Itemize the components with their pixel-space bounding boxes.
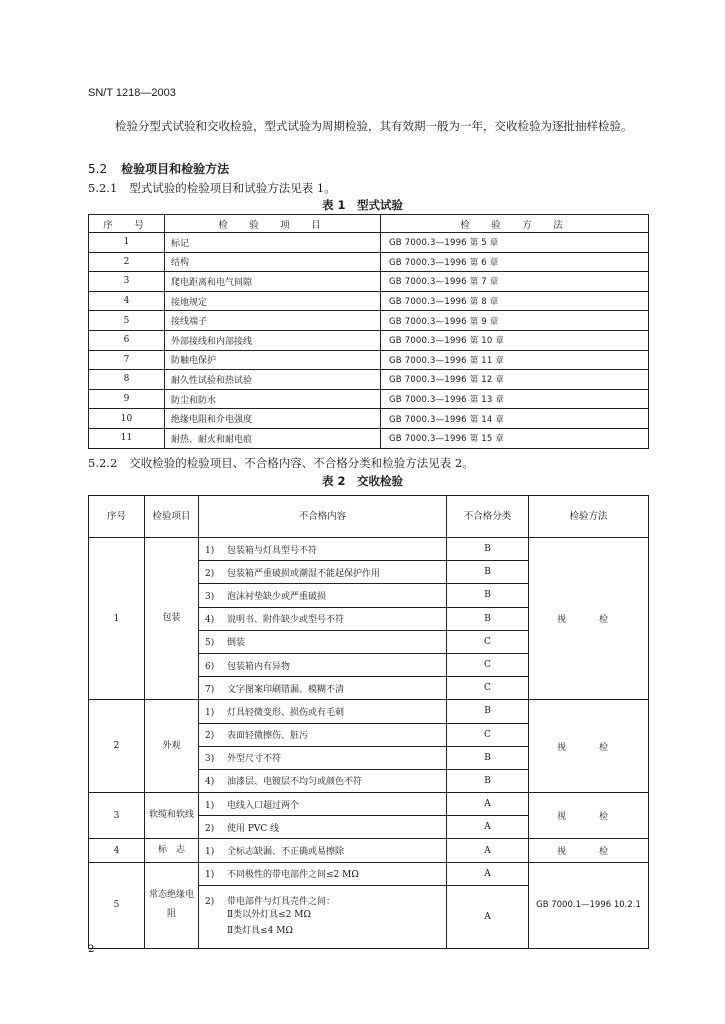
row-number: 5 <box>89 311 165 331</box>
row-item: 爬电距离和电气间隙 <box>165 272 381 292</box>
defect-text: 倒装 <box>227 638 246 649</box>
group-number: 3 <box>89 793 145 839</box>
group-number: 2 <box>89 700 145 793</box>
defect-content <box>199 538 447 561</box>
table-row <box>89 291 649 311</box>
defect-index: 3) <box>205 591 215 602</box>
defect-class: B <box>447 584 529 607</box>
defect-text: 油漆层、电镀层不均匀或颜色不符 <box>227 777 363 788</box>
group-number: 1 <box>89 538 145 700</box>
defect-index: 1) <box>205 800 215 811</box>
defect-text: 电线入口超过两个 <box>227 800 300 811</box>
defect-class: B <box>447 561 529 584</box>
section-5-2-1 <box>88 180 336 196</box>
defect-class: B <box>447 700 529 723</box>
defect-text: 表面轻微擦伤、脏污 <box>227 731 309 742</box>
row-item: 防触电保护 <box>165 350 381 370</box>
defect-index: 2) <box>205 897 215 908</box>
standard-number: SN/T 1218—2003 <box>88 87 176 99</box>
section-number: 5.2.2 <box>88 456 118 470</box>
table-header-row <box>89 215 649 233</box>
defect-content <box>199 630 447 653</box>
table-row <box>89 330 649 350</box>
row-method: GB 7000.3—1996 第 11 章 <box>381 350 649 370</box>
col-header-no: 序号 <box>89 496 145 538</box>
defect-text: 泡沫衬垫缺少或严重破损 <box>227 591 327 602</box>
row-item: 结构 <box>165 252 381 272</box>
col-header-content: 不合格内容 <box>199 496 447 538</box>
defect-class: B <box>447 607 529 630</box>
row-method: GB 7000.3—1996 第 14 章 <box>381 409 649 429</box>
row-number: 1 <box>89 233 165 253</box>
defect-class: B <box>447 538 529 561</box>
row-method: GB 7000.3—1996 第 10 章 <box>381 330 649 350</box>
defect-class: C <box>447 653 529 676</box>
group-item: 标 志 <box>145 839 199 862</box>
defect-class: C <box>447 630 529 653</box>
defect-class: C <box>447 677 529 700</box>
defect-content <box>199 561 447 584</box>
defect-content <box>199 885 447 948</box>
defect-index: 5) <box>205 638 215 649</box>
defect-content <box>199 700 447 723</box>
defect-index: 1) <box>205 707 215 718</box>
col-header-item: 检 验 项 目 <box>165 215 381 233</box>
row-number: 3 <box>89 272 165 292</box>
defect-index: 4) <box>205 615 215 626</box>
col-header-item: 检验项目 <box>145 496 199 538</box>
row-method: GB 7000.3—1996 第 15 章 <box>381 428 649 448</box>
defect-text: 包装箱内有异物 <box>227 661 291 672</box>
row-item: 绝缘电阻和介电强度 <box>165 409 381 429</box>
section-text: 型式试验的检验项目和试验方法见表 1。 <box>129 181 336 195</box>
table-row <box>89 839 649 862</box>
row-item: 防尘和防水 <box>165 389 381 409</box>
group-item: 常态绝缘电阻 <box>145 862 199 948</box>
table-row <box>89 700 649 723</box>
section-5-2-2 <box>88 455 474 471</box>
table-header-row <box>89 496 649 538</box>
defect-content <box>199 793 447 816</box>
col-header-class: 不合格分类 <box>447 496 529 538</box>
defect-index: 2) <box>205 731 215 742</box>
section-title: 检验项目和检验方法 <box>121 162 230 176</box>
defect-class: C <box>447 723 529 746</box>
col-header-no: 序 号 <box>89 215 165 233</box>
table-row <box>89 350 649 370</box>
defect-content <box>199 584 447 607</box>
defect-index: 4) <box>205 777 215 788</box>
table-row <box>89 428 649 448</box>
defect-text: 包装箱严重破损或潮湿不能起保护作用 <box>227 568 381 579</box>
row-method: GB 7000.3—1996 第 7 章 <box>381 272 649 292</box>
defect-index: 2) <box>205 823 215 834</box>
group-item: 外观 <box>145 700 199 793</box>
defect-text: 包装箱与灯具型号不符 <box>227 545 318 556</box>
group-number: 5 <box>89 862 145 948</box>
col-header-method: 检 验 方 法 <box>381 215 649 233</box>
defect-index: 6) <box>205 661 215 672</box>
table-row <box>89 252 649 272</box>
defect-content <box>199 723 447 746</box>
defect-content <box>199 839 447 862</box>
defect-text: 说明书、附件缺少或型号不符 <box>227 615 345 626</box>
group-method: 视 检 <box>529 700 649 793</box>
defect-content <box>199 769 447 792</box>
defect-content <box>199 653 447 676</box>
defect-class: A <box>447 816 529 839</box>
table-row <box>89 233 649 253</box>
defect-class: A <box>447 839 529 862</box>
row-method: GB 7000.3—1996 第 8 章 <box>381 291 649 311</box>
table-row <box>89 311 649 331</box>
row-method: GB 7000.3—1996 第 12 章 <box>381 370 649 390</box>
row-method: GB 7000.3—1996 第 13 章 <box>381 389 649 409</box>
defect-text: 灯具轻微变形、损伤或有毛刺 <box>227 707 345 718</box>
defect-class: B <box>447 746 529 769</box>
table-row <box>89 862 649 885</box>
group-method: 视 检 <box>529 538 649 700</box>
table-row <box>89 389 649 409</box>
row-item: 接地规定 <box>165 291 381 311</box>
defect-text: 外型尺寸不符 <box>227 754 282 765</box>
group-method: 视 检 <box>529 793 649 839</box>
defect-index: 1) <box>205 847 215 858</box>
table-row <box>89 370 649 390</box>
page-number: 2 <box>88 944 95 955</box>
row-method: GB 7000.3—1996 第 6 章 <box>381 252 649 272</box>
row-item: 耐热、耐火和耐电痕 <box>165 428 381 448</box>
table2-caption: 表 2 交收检验 <box>321 474 403 488</box>
defect-text-line2: Ⅱ类以外灯具≤2 MΩ <box>227 910 311 921</box>
table-1 <box>88 214 649 449</box>
defect-index: 3) <box>205 754 215 765</box>
defect-content <box>199 816 447 839</box>
defect-content <box>199 746 447 769</box>
group-item: 软缆和软线 <box>145 793 199 839</box>
row-number: 10 <box>89 409 165 429</box>
intro-paragraph: 检验分型式试验和交收检验，型式试验为周期检验，其有效期一般为一年，交收检验为逐批抽样检验。 <box>115 119 633 133</box>
defect-text: 文字图案印刷错漏、模糊不清 <box>227 684 345 695</box>
row-item: 外部接线和内部接线 <box>165 330 381 350</box>
defect-text: 带电部件与灯具壳件之间： <box>227 897 336 908</box>
table1-caption: 表 1 型式试验 <box>321 198 403 212</box>
section-text: 交收检验的检验项目、不合格内容、不合格分类和检验方法见表 2。 <box>129 456 474 470</box>
table-2 <box>88 495 649 949</box>
row-number: 6 <box>89 330 165 350</box>
section-number: 5.2 <box>88 162 108 176</box>
group-method: GB 7000.1—1996 10.2.1 <box>529 862 649 948</box>
group-method: 视 检 <box>529 839 649 862</box>
table-row <box>89 409 649 429</box>
defect-content <box>199 677 447 700</box>
row-method: GB 7000.3—1996 第 9 章 <box>381 311 649 331</box>
defect-class: B <box>447 769 529 792</box>
defect-class: A <box>447 862 529 885</box>
defect-class: A <box>447 793 529 816</box>
section-5-2 <box>88 160 229 177</box>
row-item: 接线端子 <box>165 311 381 331</box>
defect-text-line3: Ⅱ类灯具≤4 MΩ <box>227 926 293 937</box>
row-item: 标记 <box>165 233 381 253</box>
row-number: 7 <box>89 350 165 370</box>
row-number: 8 <box>89 370 165 390</box>
defect-class: A <box>447 885 529 948</box>
table-row <box>89 272 649 292</box>
defect-content <box>199 862 447 885</box>
table-row <box>89 538 649 561</box>
row-number: 4 <box>89 291 165 311</box>
section-number: 5.2.1 <box>88 181 118 195</box>
table-row <box>89 793 649 816</box>
defect-text: 不同极性的带电部件之间≤2 MΩ <box>227 870 359 881</box>
defect-text: 全标志缺漏、不正确或易擦除 <box>227 847 345 858</box>
group-item: 包装 <box>145 538 199 700</box>
defect-index: 1) <box>205 870 215 881</box>
row-number: 11 <box>89 428 165 448</box>
group-number: 4 <box>89 839 145 862</box>
row-method: GB 7000.3—1996 第 5 章 <box>381 233 649 253</box>
defect-index: 2) <box>205 568 215 579</box>
row-item: 耐久性试验和热试验 <box>165 370 381 390</box>
defect-text: 使用 PVC 线 <box>227 823 280 834</box>
defect-index: 1) <box>205 545 215 556</box>
row-number: 9 <box>89 389 165 409</box>
defect-content <box>199 607 447 630</box>
defect-index: 7) <box>205 684 215 695</box>
col-header-method: 检验方法 <box>529 496 649 538</box>
row-number: 2 <box>89 252 165 272</box>
